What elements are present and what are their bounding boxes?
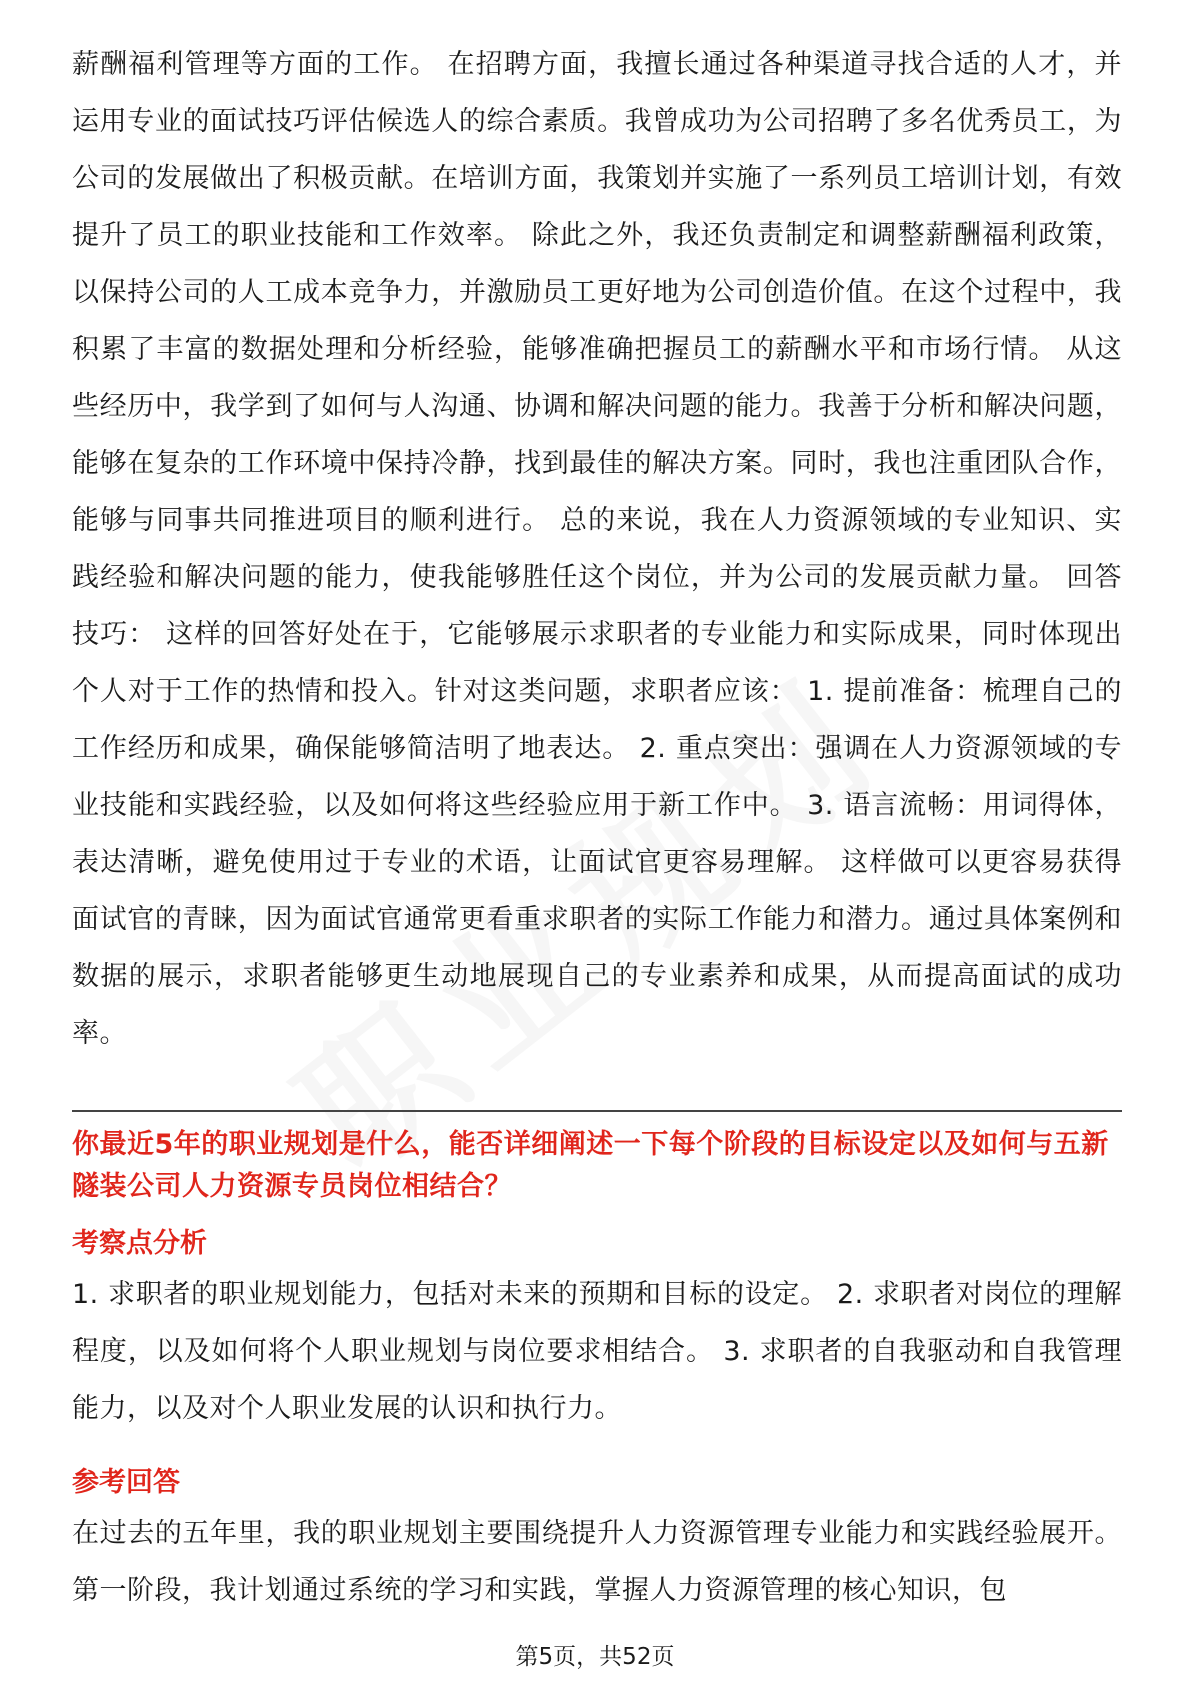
- analysis-heading: 考察点分析: [72, 1228, 207, 1259]
- section-divider: [72, 1110, 1122, 1112]
- reference-answer-body: 在过去的五年里，我的职业规划主要围绕提升人力资源管理专业能力和实践经验展开。第一阶段，我计划通过系统的学习和实践，掌握人力资源管理的核心知识，包: [72, 1518, 1122, 1606]
- reference-answer-heading: 参考回答: [72, 1467, 180, 1498]
- document-page: [72, 36, 1122, 1619]
- page-number: 第5页，共52页: [515, 1644, 675, 1670]
- intro-paragraph: 薪酬福利管理等方面的工作。 在招聘方面，我擅长通过各种渠道寻找合适的人才，并运用专业的面试技巧评估候选人的综合素质。我曾成功为公司招聘了多名优秀员工，为公司的发展做出了积极贡献。在培训方面，我策划并实施了一系列员工培训计划，有效提升了员工的职业技能和工作效率。 除此之外，我还负责制定和调整薪酬福利政策，以保持公司的人工成本竞争力，并激励员工更好地为公司创造价值。在这个过程中，我积累了丰富的数据处理和分析经验，能够准确把握员工的薪酬水平和市场行情。 从这些经历中，我学到了如何与人沟通、协调和解决问题的能力。我善于分析和解决问题，能够在复杂的工作环境中保持冷静，找到最佳的解决方案。同时，我也注重团队合作，能够与同事共同推进项目的顺利进行。 总的来说，我在人力资源领域的专业知识、实践经验和解决问题的能力，使我能够胜任这个岗位，并为公司的发展贡献力量。 回答技巧： 这样的回答好处在于，它能够展示求职者的专业能力和实际成果，同时体现出个人对于工作的热情和投入。针对这类问题，求职者应该： 1. 提前准备：梳理自己的工作经历和成果，确保能够简洁明了地表达。 2. 重点突出：强调在人力资源领域的专业技能和实践经验，以及如何将这些经验应用于新工作中。 3. 语言流畅：用词得体，表达清晰，避免使用过于专业的术语，让面试官更容易理解。 这样做可以更容易获得面试官的青睐，因为面试官通常更看重求职者的实际工作能力和潜力。通过具体案例和数据的展示，求职者能够更生动地展现自己的专业素养和成果，从而提高面试的成功率。: [72, 49, 1122, 1049]
- question-title: 你最近5年的职业规划是什么，能否详细阐述一下每个阶段的目标设定以及如何与五新隧装公司人力资源专员岗位相结合？: [72, 1129, 1109, 1202]
- analysis-body: 1. 求职者的职业规划能力，包括对未来的预期和目标的设定。 2. 求职者对岗位的理解程度，以及如何将个人职业规划与岗位要求相结合。 3. 求职者的自我驱动和自我管理能力，以及对个人职业发展的认识和执行力。: [72, 1279, 1122, 1424]
